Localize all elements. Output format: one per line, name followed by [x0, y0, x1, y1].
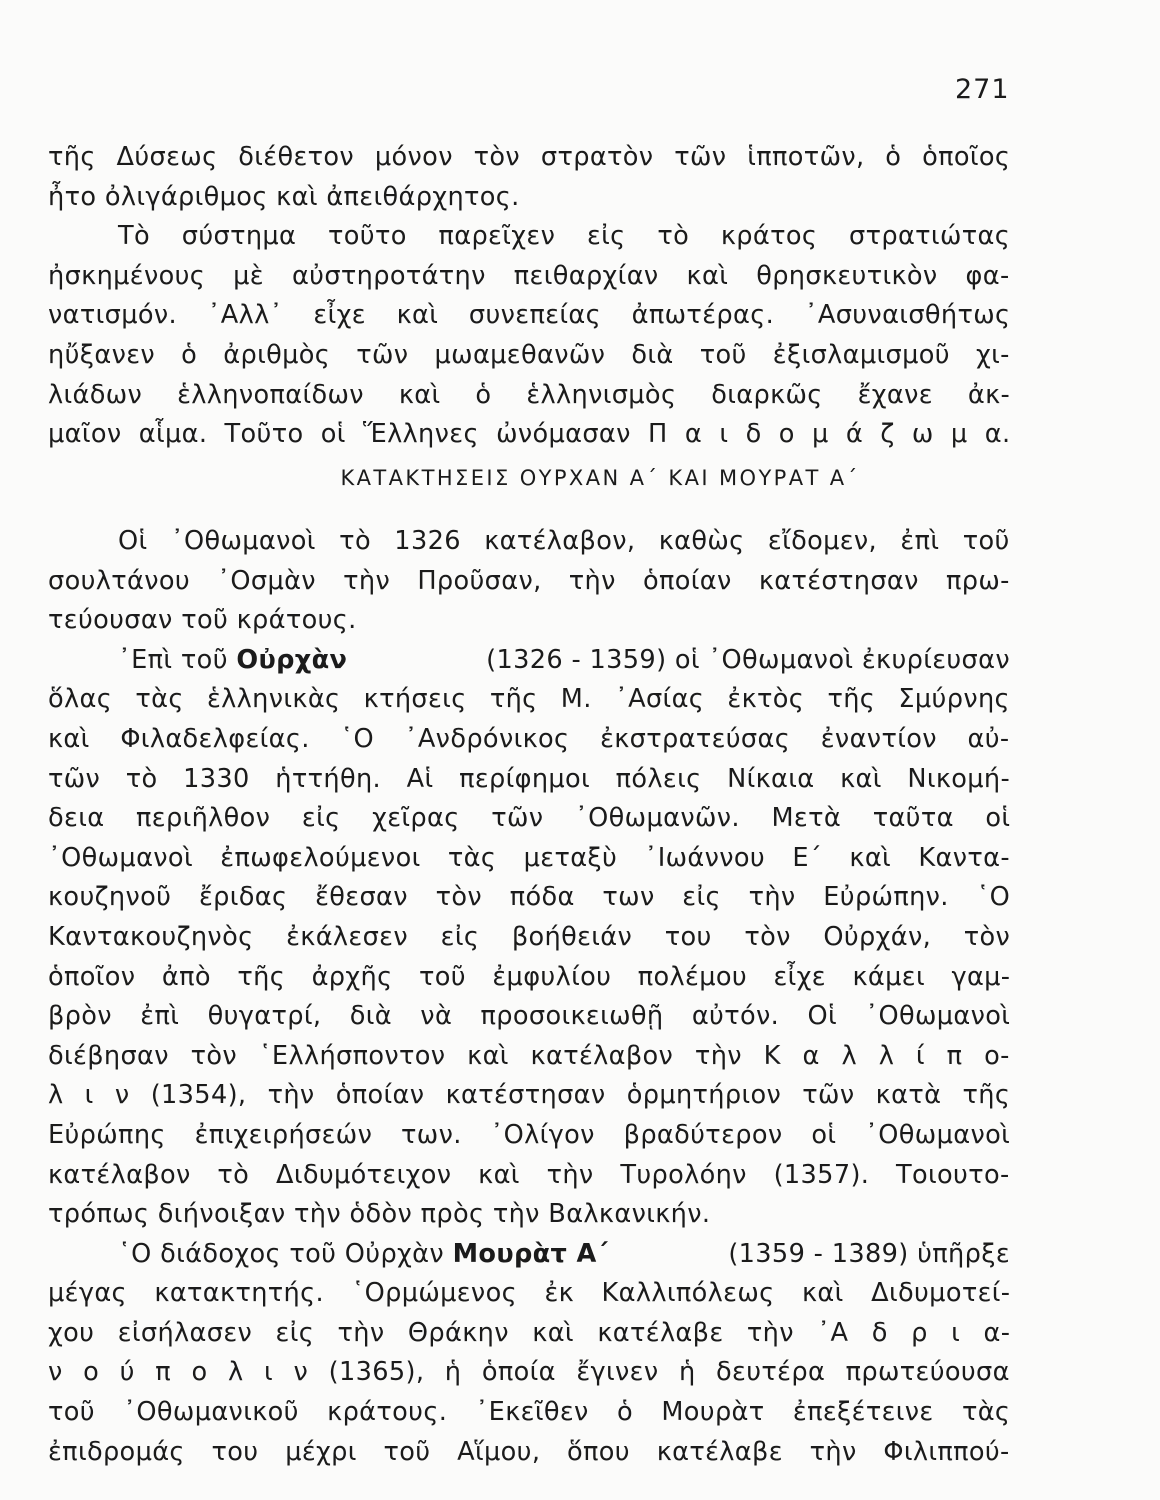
text-line: ἦτο ὀλιγάριθμος καὶ ἀπειθάρχητος.: [48, 181, 520, 212]
text-line: διέβησαν τὸν ῾Ελλήσποντον καὶ κατέλαβον τὴν Κ α λ λ ί π ο-: [48, 1040, 1010, 1071]
text-line: λ ι ν (1354), τὴν ὁποίαν κατέστησαν ὁρμητήριον τῶν κατὰ τῆς: [48, 1080, 1011, 1111]
text-line: Οἱ ᾿Οθωμανοὶ τὸ 1326 κατέλαβον, καθὼς εἴδομεν, ἐπὶ τοῦ: [118, 526, 1010, 556]
page-number: 271: [955, 74, 1010, 105]
text-line: ᾿Οθωμανοὶ ἐπωφελούμενοι τὰς μεταξὺ ᾿Ιωάννου Ε΄ καὶ Καντα-: [48, 842, 1010, 873]
text-line: ηὔξανεν ὁ ἀριθμὸς τῶν μωαμεθανῶν διὰ τοῦ ἐξισλαμισμοῦ χι-: [48, 339, 1010, 370]
text-line: τρόπως διήνοιξαν τὴν ὁδὸν πρὸς τὴν Βαλκανικήν.: [48, 1199, 711, 1230]
text-line: σουλτάνου ᾿Οσμὰν τὴν Προῦσαν, τὴν ὁποίαν κατέστησαν πρω-: [48, 565, 1010, 596]
text-line: τῶν τὸ 1330 ἡττήθη. Αἱ περίφημοι πόλεις Νίκαια καὶ Νικομή-: [48, 763, 1011, 794]
text-line: τῆς Δύσεως διέθετον μόνον τὸν στρατὸν τῶν ἱπποτῶν, ὁ ὁποῖος: [48, 142, 1011, 172]
section-heading: ΚΑΤΑΚΤΗΣΕΙΣ ΟΥΡΧΑΝ Α΄ ΚΑΙ ΜΟΥΡΑΤ Α΄: [340, 466, 860, 490]
text-line: καὶ Φιλαδελφείας. ῾Ο ᾿Ανδρόνικος ἐκστρατεύσας ἐναντίον αὐ-: [48, 723, 1010, 754]
text-line: μαῖον αἷμα. Τοῦτο οἱ Ἕλληνες ὠνόμασαν Π α ι δ ο μ ά ζ ω μ α.: [48, 419, 1011, 450]
ruler-name-murad: Μουρὰτ Α΄: [452, 1238, 609, 1269]
text-line: λιάδων ἑλληνοπαίδων καὶ ὁ ἑλληνισμὸς διαρκῶς ἔχανε ἀκ-: [48, 379, 1011, 410]
text-line: κατέλαβον τὸ Διδυμότειχον καὶ τὴν Τυρολόην (1357). Τοιουτο-: [48, 1159, 1010, 1190]
text-line: δεια περιῆλθον εἰς χεῖρας τῶν ᾿Οθωμανῶν. Μετὰ ταῦτα οἱ: [48, 803, 1011, 834]
text-line: ᾿Επὶ τοῦ Οὐρχὰν (1326 - 1359) οἱ ᾿Οθωμανοὶ ἐκυρίευσαν: [48, 641, 1010, 681]
ruler-name-orhan: Οὐρχὰν: [236, 644, 348, 675]
text-line: ὁποῖον ἀπὸ τῆς ἀρχῆς τοῦ ἐμφυλίου πολέμου εἶχε κάμει γαμ-: [48, 961, 1011, 992]
text-line: ἐπιδρομάς του μέχρι τοῦ Αἵμου, ὅπου κατέλαβε τὴν Φιλιππού-: [48, 1436, 1010, 1467]
text-line: βρὸν ἐπὶ θυγατρί, διὰ νὰ προσοικειωθῇ αὐτόν. Οἱ ᾿Οθωμανοὶ: [48, 1001, 1011, 1032]
paragraph-block-2: [48, 522, 1010, 1472]
text-line: Εὐρώπης ἐπιχειρήσεών των. ᾿Ολίγον βραδύτερον οἱ ᾿Οθωμανοὶ: [48, 1119, 1011, 1150]
text-line: κουζηνοῦ ἔριδας ἔθεσαν τὸν πόδα των εἰς τὴν Εὐρώπην. ῾Ο: [48, 882, 1011, 913]
text-line: ῾Ο διάδοχος τοῦ Οὐρχὰν Μουρὰτ Α΄ (1359 - 1389) ὑπῆρξε: [48, 1235, 1010, 1275]
text-line: ὅλας τὰς ἑλληνικὰς κτήσεις τῆς Μ. ᾿Ασίας ἐκτὸς τῆς Σμύρνης: [48, 684, 1010, 715]
text-line: μέγας κατακτητής. ῾Ορμώμενος ἐκ Καλλιπόλεως καὶ Διδυμοτεί-: [48, 1278, 1011, 1309]
text-line: τοῦ ᾿Οθωμανικοῦ κράτους. ᾿Εκεῖθεν ὁ Μουρὰτ ἐπεξέτεινε τὰς: [48, 1397, 1011, 1428]
text-line: ἠσκημένους μὲ αὐστηροτάτην πειθαρχίαν καὶ θρησκευτικὸν φα-: [48, 260, 1010, 291]
text-line: χου εἰσήλασεν εἰς τὴν Θράκην καὶ κατέλαβε τὴν ᾿Α δ ρ ι α-: [48, 1317, 1011, 1348]
text-line: νατισμόν. ᾿Αλλ᾿ εἶχε καὶ συνεπείας ἀπωτέρας. ᾿Ασυναισθήτως: [48, 300, 1011, 331]
text-line: Τὸ σύστημα τοῦτο παρεῖχεν εἰς τὸ κράτος στρατιώτας: [118, 221, 1011, 252]
text-line: Καντακουζηνὸς ἐκάλεσεν εἰς βοήθειάν του τὸν Οὐρχάν, τὸν: [48, 921, 1011, 952]
text-line: τεύουσαν τοῦ κράτους.: [48, 605, 357, 636]
text-line: ν ο ύ π ο λ ι ν (1365), ἡ ὁποία ἔγινεν ἡ δευτέρα πρωτεύουσα: [48, 1357, 1010, 1388]
paragraph-block-1: [48, 138, 1010, 455]
